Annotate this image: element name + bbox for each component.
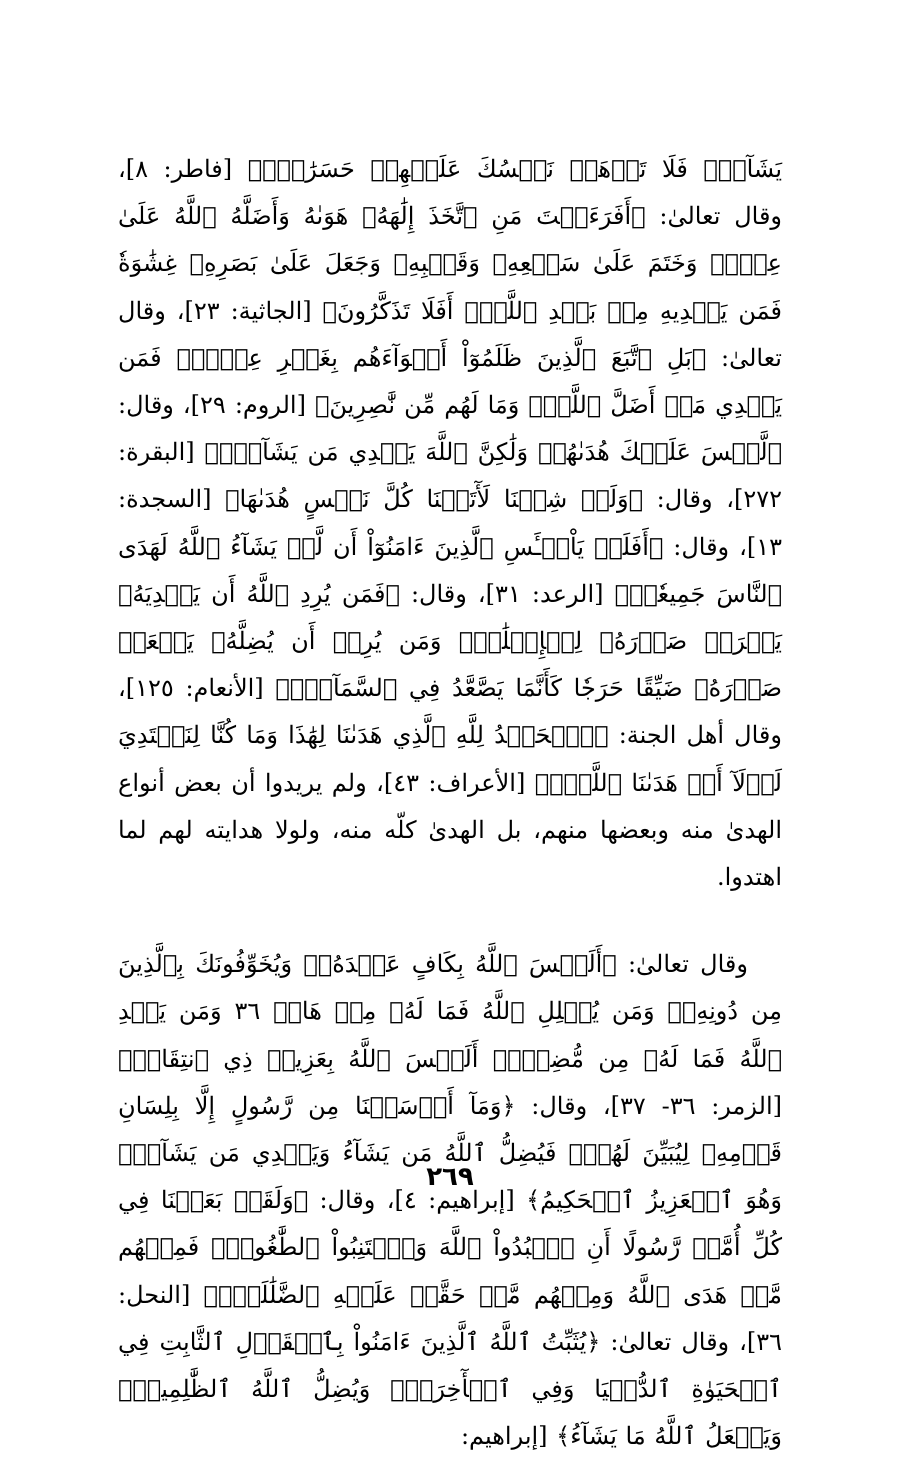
- paragraph-2: وقال تعالىٰ: ﴿أَلَيۡسَ ٱللَّهُ بِكَافٍ عَبۡدَهُۥۖ وَيُخَوِّفُونَكَ بِٱلَّذِينَ مِن دُونِهِۦۚ وَمَن يُضۡلِلِ ٱللَّهُ فَمَا لَهُۥ مِنۡ هَادٖ ٣٦ وَمَن يَهۡدِ ٱللَّهُ فَمَا لَهُۥ مِن مُّضِلٍّۗ أَلَيۡسَ ٱللَّهُ بِعَزِيزٖ ذِي ٱنتِقَامٖ﴾ [الزمر: ٣٦- ٣٧]، وقال: ﴿وَمَآ أَرۡسَلۡنَا مِن رَّسُولٍ إِلَّا بِلِسَانِ قَوۡمِهِۦ لِيُبَيِّنَ لَهُمۡۖ فَيُضِلُّ ٱللَّهُ مَن يَشَآءُ وَيَهۡدِي مَن يَشَآءُۚ وَهُوَ ٱلۡعَزِيزُ ٱلۡحَكِيمُ﴾ [إبراهيم: ٤]، وقال: ﴿وَلَقَدۡ بَعَثۡنَا فِي كُلِّ أُمَّةٖ رَّسُولًا أَنِ ٱعۡبُدُواْ ٱللَّهَ وَٱجۡتَنِبُواْ ٱلطَّٰغُوتَۖ فَمِنۡهُم مَّنۡ هَدَى ٱللَّهُ وَمِنۡهُم مَّنۡ حَقَّتۡ عَلَيۡهِ ٱلضَّلَٰلَةُۚ﴾ [النحل: ٣٦]، وقال تعالىٰ: ﴿يُثَبِّتُ ٱللَّهُ ٱلَّذِينَ ءَامَنُواْ بِٱلۡقَوۡلِ ٱلثَّابِتِ فِي ٱلۡحَيَوٰةِ ٱلدُّنۡيَا وَفِي ٱلۡأٓخِرَةِۖ وَيُضِلُّ ٱللَّهُ ٱلظَّٰلِمِينَۚ وَيَفۡعَلُ ٱللَّهُ مَا يَشَآءُ﴾ [إبراهيم:: [118, 950, 783, 1451]
- paragraph-1: يَشَآءُۖ فَلَا تَذۡهَبۡ نَفۡسُكَ عَلَيۡهِمۡ حَسَرَٰتٍۚ﴾ [فاطر: ٨]، وقال تعالىٰ: ﴿أَفَرَءَيۡتَ مَنِ ٱتَّخَذَ إِلَٰهَهُۥ هَوَىٰهُ وَأَضَلَّهُ ٱللَّهُ عَلَىٰ عِلۡمٖ وَخَتَمَ عَلَىٰ سَمۡعِهِۦ وَقَلۡبِهِۦ وَجَعَلَ عَلَىٰ بَصَرِهِۦ غِشَٰوَةٗ فَمَن يَهۡدِيهِ مِنۢ بَعۡدِ ٱللَّهِۚ أَفَلَا تَذَكَّرُونَ﴾ [الجاثية: ٢٣]، وقال تعالىٰ: ﴿بَلِ ٱتَّبَعَ ٱلَّذِينَ ظَلَمُوٓاْ أَهۡوَآءَهُم بِغَيۡرِ عِلۡمٖۖ فَمَن يَهۡدِي مَنۡ أَضَلَّ ٱللَّهُۖ وَمَا لَهُم مِّن نَّٰصِرِينَ﴾ [الروم: ٢٩]، وقال: ﴿لَّيۡسَ عَلَيۡكَ هُدَىٰهُمۡ وَلَٰكِنَّ ٱللَّهَ يَهۡدِي مَن يَشَآءُۗ﴾ [البقرة: ٢٧٢]، وقال: ﴿وَلَوۡ شِئۡنَا لَأٓتَيۡنَا كُلَّ نَفۡسٍ هُدَىٰهَا﴾ [السجدة: ١٣]، وقال: ﴿أَفَلَمۡ يَاْيۡـَٔسِ ٱلَّذِينَ ءَامَنُوٓاْ أَن لَّوۡ يَشَآءُ ٱللَّهُ لَهَدَى ٱلنَّاسَ جَمِيعٗاۗ﴾ [الرعد: ٣١]، وقال: ﴿فَمَن يُرِدِ ٱللَّهُ أَن يَهۡدِيَهُۥ يَشۡرَحۡ صَدۡرَهُۥ لِلۡإِسۡلَٰمِۖ وَمَن يُرِدۡ أَن يُضِلَّهُۥ يَجۡعَلۡ صَدۡرَهُۥ ضَيِّقًا حَرَجٗا كَأَنَّمَا يَصَّعَّدُ فِي ٱلسَّمَآءِۚ﴾ [الأنعام: ١٢٥]، وقال أهل الجنة: ﴿ٱلۡحَمۡدُ لِلَّهِ ٱلَّذِي هَدَىٰنَا لِهَٰذَا وَمَا كُنَّا لِنَهۡتَدِيَ لَوۡلَآ أَنۡ هَدَىٰنَا ٱللَّهُۖ﴾ [الأعراف: ٤٣]، ولم يريدوا أن بعض أنواع الهدىٰ منه وبعضها منهم، بل الهدىٰ كلّه منه، ولولا هدايته لهم لما اهتدوا.: [118, 155, 783, 892]
- page-number: ٢٦٩: [426, 1162, 474, 1192]
